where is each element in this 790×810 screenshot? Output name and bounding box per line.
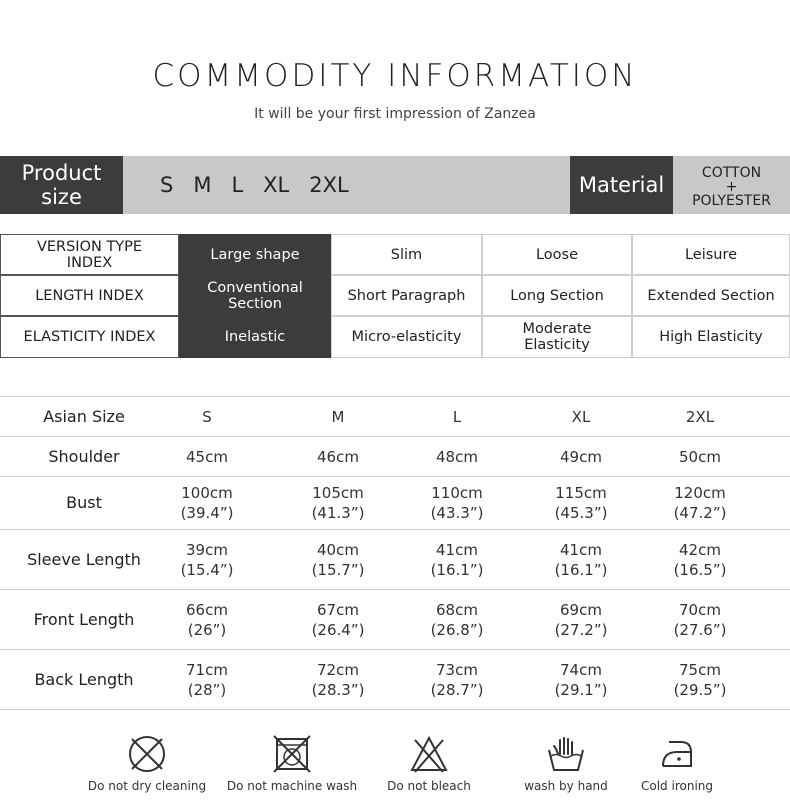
index-cell: Loose	[482, 234, 632, 275]
cell-primary: 67cm	[317, 600, 359, 619]
table-cell	[402, 590, 512, 649]
cell-secondary: (16.5”)	[673, 560, 727, 579]
table-cell	[645, 437, 755, 476]
table-cell	[526, 530, 636, 589]
row-label: Asian Size	[43, 406, 125, 426]
table-cell	[526, 477, 636, 529]
index-cell: Conventional Section	[179, 275, 331, 316]
cell-primary: 69cm	[560, 600, 602, 619]
table-cell	[283, 590, 393, 649]
cell-secondary: (43.3”)	[430, 504, 484, 522]
care-item	[520, 734, 612, 793]
care-label: Do not dry cleaning	[87, 779, 207, 793]
row-label: Front Length	[33, 609, 135, 629]
material-label: Material	[570, 156, 673, 214]
index-cell: Micro-elasticity	[331, 316, 482, 358]
cell-primary: XL	[571, 407, 591, 426]
cell-primary: 74cm	[560, 660, 602, 679]
material-value: COTTON + POLYESTER	[692, 165, 771, 209]
cell-secondary: (16.1”)	[554, 560, 608, 579]
table-cell	[283, 477, 393, 529]
cell-primary: 105cm	[312, 484, 364, 502]
cell-secondary: (16.1”)	[430, 560, 484, 579]
cell-primary: 42cm	[679, 540, 721, 559]
index-cell: Long Section	[482, 275, 632, 316]
table-cell	[402, 397, 512, 436]
size-xl: XL	[263, 173, 290, 197]
cell-primary: S	[202, 407, 212, 426]
size-s: S	[160, 173, 174, 197]
cell-secondary: (28”)	[187, 680, 227, 699]
cell-primary: 68cm	[436, 600, 478, 619]
table-cell	[526, 397, 636, 436]
cell-primary: M	[331, 407, 345, 426]
cell-primary: 70cm	[679, 600, 721, 619]
index-cell: Moderate Elasticity	[482, 316, 632, 358]
table-cell	[152, 437, 262, 476]
table-cell	[152, 590, 262, 649]
care-item	[636, 734, 718, 793]
table-cell	[526, 590, 636, 649]
table-cell	[645, 530, 755, 589]
cell-secondary: (28.7”)	[430, 680, 484, 699]
hand-wash-icon	[546, 734, 586, 774]
row-label: Sleeve Length	[27, 549, 141, 569]
table-cell	[645, 397, 755, 436]
table-cell	[402, 477, 512, 529]
care-label: Cold ironing	[641, 779, 713, 793]
size-m: M	[193, 173, 212, 197]
table-cell	[152, 650, 262, 709]
index-cell: Leisure	[632, 234, 790, 275]
table-cell	[283, 650, 393, 709]
product-size-label: Product size	[0, 156, 123, 214]
table-cell	[152, 397, 262, 436]
table-cell	[402, 650, 512, 709]
cell-secondary: (29.5”)	[673, 680, 727, 699]
cell-secondary: (15.4”)	[180, 560, 234, 579]
table-cell	[283, 437, 393, 476]
cell-primary: 49cm	[560, 447, 602, 466]
care-item	[85, 734, 209, 793]
care-item	[224, 734, 360, 793]
row-label: Shoulder	[48, 446, 120, 466]
cell-secondary: (26.4”)	[311, 620, 365, 639]
cell-primary: 115cm	[555, 484, 607, 502]
index-table	[0, 234, 790, 358]
cell-primary: 45cm	[186, 447, 228, 466]
table-cell	[402, 437, 512, 476]
no-dry-clean-icon	[127, 734, 167, 774]
cell-secondary: (26.8”)	[430, 620, 484, 639]
page-subtitle: It will be your first impression of Zanzea	[254, 106, 536, 122]
table-cell	[645, 650, 755, 709]
no-machine-wash-icon	[272, 734, 312, 774]
cell-secondary: (28.3”)	[311, 680, 365, 699]
care-label: wash by hand	[524, 779, 608, 793]
table-row	[0, 476, 790, 529]
index-row-label: VERSION TYPE INDEX	[0, 234, 179, 275]
cell-primary: 120cm	[674, 484, 726, 502]
cell-secondary: (27.6”)	[673, 620, 727, 639]
row-label: Bust	[66, 493, 102, 512]
no-bleach-icon	[409, 734, 449, 774]
index-cell: Short Paragraph	[331, 275, 482, 316]
size-table-header	[0, 396, 790, 436]
index-row-label: ELASTICITY INDEX	[0, 316, 179, 358]
cell-secondary: (15.7”)	[311, 560, 365, 579]
cell-primary: 110cm	[431, 484, 483, 502]
cell-secondary: (26”)	[187, 620, 227, 639]
cell-primary: 66cm	[186, 600, 228, 619]
cell-secondary: (29.1”)	[554, 680, 608, 699]
table-cell	[283, 530, 393, 589]
index-row-label: LENGTH INDEX	[0, 275, 179, 316]
row-label: Back Length	[34, 669, 134, 689]
cell-primary: 41cm	[560, 540, 602, 559]
cell-primary: 71cm	[186, 660, 228, 679]
cell-primary: 2XL	[685, 407, 715, 426]
table-bottom-rule	[0, 709, 790, 710]
table-row	[0, 649, 790, 709]
table-cell	[402, 530, 512, 589]
cell-primary: 50cm	[679, 447, 721, 466]
table-cell	[152, 477, 262, 529]
cell-primary: 40cm	[317, 540, 359, 559]
table-cell	[526, 437, 636, 476]
cell-primary: L	[452, 407, 462, 426]
index-cell: Extended Section	[632, 275, 790, 316]
cell-primary: 100cm	[181, 484, 233, 502]
care-label: Do not bleach	[387, 779, 471, 793]
cell-primary: 48cm	[436, 447, 478, 466]
cell-secondary: (45.3”)	[554, 504, 608, 522]
care-item	[384, 734, 474, 793]
table-cell	[526, 650, 636, 709]
cell-primary: 41cm	[436, 540, 478, 559]
product-size-bar	[0, 156, 790, 214]
cell-secondary: (39.4”)	[180, 504, 234, 522]
care-label: Do not machine wash	[226, 779, 358, 793]
cell-primary: 46cm	[317, 447, 359, 466]
cell-primary: 73cm	[436, 660, 478, 679]
table-cell	[152, 530, 262, 589]
cell-secondary: (27.2”)	[554, 620, 608, 639]
table-row	[0, 529, 790, 589]
table-row	[0, 589, 790, 649]
index-cell: Large shape	[179, 234, 331, 275]
cell-primary: 75cm	[679, 660, 721, 679]
table-row	[0, 436, 790, 476]
size-2xl: 2XL	[309, 173, 349, 197]
page-title: COMMODITY INFORMATION	[152, 58, 638, 94]
cell-secondary: (41.3”)	[311, 504, 365, 522]
cell-primary: 39cm	[186, 540, 228, 559]
cell-primary: 72cm	[317, 660, 359, 679]
table-cell	[645, 590, 755, 649]
cold-iron-icon	[657, 734, 697, 774]
index-cell: High Elasticity	[632, 316, 790, 358]
size-list	[160, 156, 349, 214]
size-l: L	[231, 173, 244, 197]
index-cell: Slim	[331, 234, 482, 275]
index-cell: Inelastic	[179, 316, 331, 358]
table-cell	[645, 477, 755, 529]
table-cell	[283, 397, 393, 436]
cell-secondary: (47.2”)	[673, 504, 727, 522]
